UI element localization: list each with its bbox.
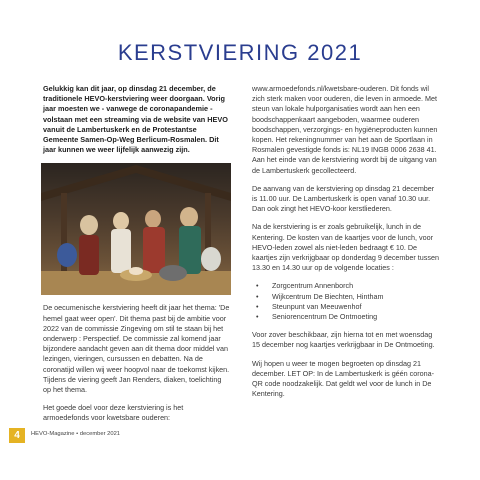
list-item: • Wijkcentrum De Biechten, Hintham [252,292,440,302]
theme-paragraph: De oecumenische kerstviering heeft dit jaar het thema: 'De hemel gaat weer open'. Dit thema past bij de ambitie voor 2022 van de commissie Zingeving om stil te staan bij het onderwerp : Perspectief. De commissie zal komend jaar bijzondere aandacht geven aan dit thema door middel van lezingen, vieringen, cursussen en debatten. Na de coronatijd willen wij weer hoopvol naar de toekomst kijken. Tijdens de viering geeft Jan Renders, diaken, toelichting op het thema. [43,303,230,395]
left-column [43,84,231,432]
page-number-badge: 4 [9,428,25,443]
nativity-scene-illustration [41,163,231,295]
list-item: • Seniorencentrum De Ontmoeting [252,312,440,322]
list-item: • Steunpunt van Meeuwenhof [252,302,440,312]
page-title: KERSTVIERING 2021 [117,40,363,65]
charity-paragraph: www.armoedefonds.nl/kwetsbare-ouderen. Dit fonds wil zich sterk maken voor ouderen, die leven in armoede. Met steun van lokale hulporganisaties wordt aan hen een boodschappenkaart aangeboden, waarmee ouderen boodschappen, verzorgings- en hygiëneproducten kunnen kopen. Het rekeningnummer van het aan de Sportlaan in Rosmalen gevestigde fonds is: NL19 INGB 0006 2638 41. Aan het einde van de kerstviering wordt bij de uitgang van de Lambertuskerk gecollecteerd. [252,84,438,175]
right-column [252,84,440,407]
availability-paragraph: Voor zover beschikbaar, zijn hierna tot en met woensdag 15 december nog kaartjes verkrijgbaar in De Ontmoeting. [252,330,435,350]
nativity-scene-photo [41,163,231,295]
footer-text: HEVO-Magazine • december 2021 [31,431,121,437]
lunch-paragraph: Na de kerstviering is er zoals gebruikelijk, lunch in de Kentering. De kosten van de kaartjes voor de lunch, voor HEVO-leden zowel als niet-leden bedraagt € 10. De kaartjes zijn verkrijgbaar op donderdag 9 december tussen 13.30 en 14.30 uur op de volgende locaties : [252,222,439,273]
closing-paragraph: Wij hopen u weer te mogen begroeten op dinsdag 21 december. LET OP: In de Lambertuskerk is géén corona-QR code noodzakelijk. Dat geldt wel voor de lunch in De Kentering. [252,358,435,399]
start-time-paragraph: De aanvang van de kerstviering op dinsdag 21 december is 11.00 uur. De Lambertuskerk is open vanaf 10.30 uur. Dan ook zingt het HEVO-koor kerstliederen. [252,183,435,214]
list-item: • Zorgcentrum Annenborch [252,281,440,291]
intro-paragraph: Gelukkig kan dit jaar, op dinsdag 21 december, de traditionele HEVO-kerstviering weer doorgaan. Vorig jaar moesten we - vanwege de coronapandemie - volstaan met een streaming via de website van HEVO vanuit de Lambertuskerk en de Protestantse Gemeente Samen-Op-Weg Berlicum-Rosmalen. Dit jaar kunnen we weer lijfelijk aanwezig zijn. [43,84,228,155]
locations-list [252,281,440,322]
charity-intro-paragraph: Het goede doel voor deze kerstviering is het armoedefonds voor kwetsbare ouderen: [43,403,184,423]
